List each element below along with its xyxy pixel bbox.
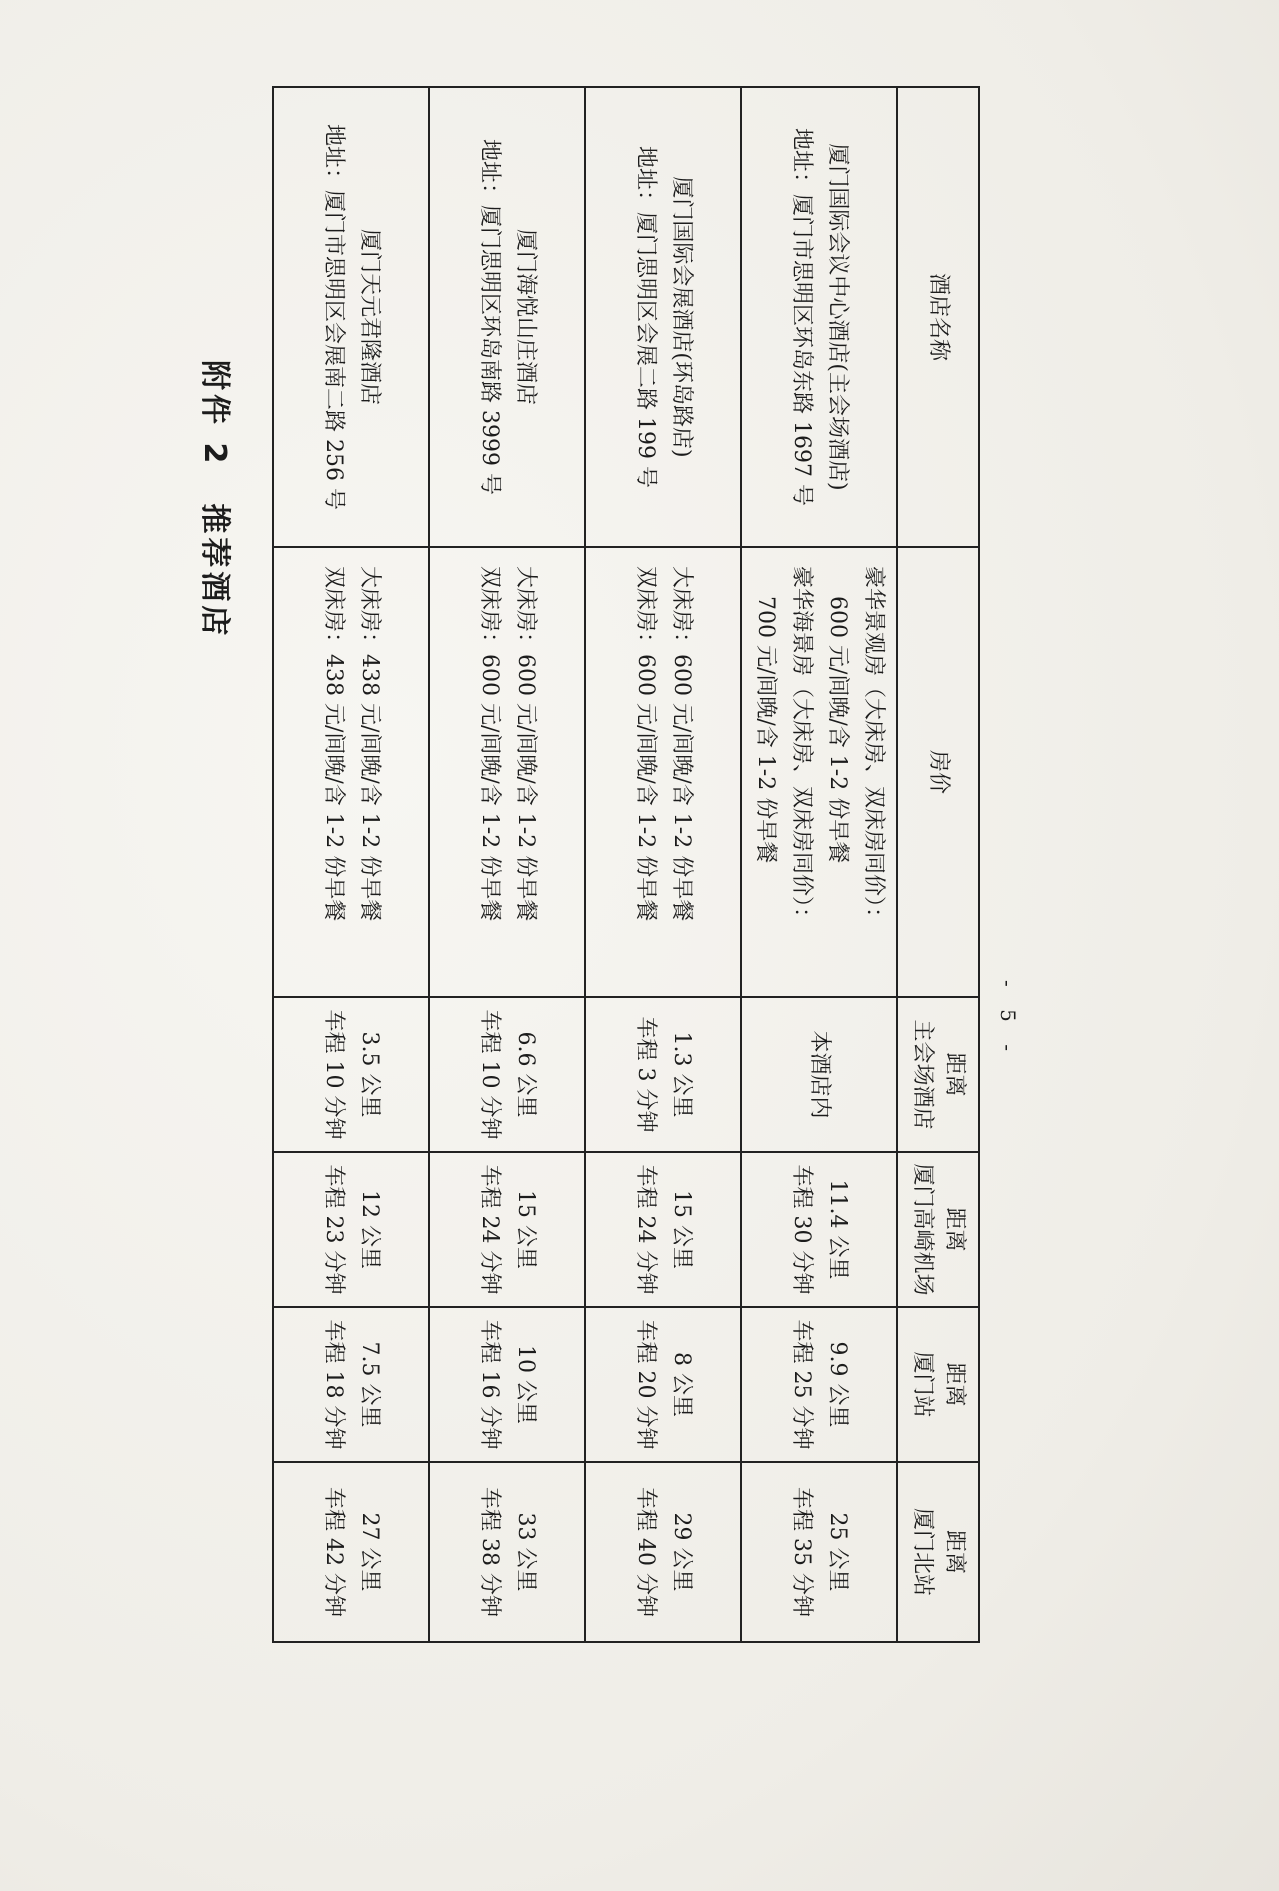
room-price-cell <box>741 547 897 997</box>
table-row <box>585 87 741 1642</box>
distance-value: 15 公里 <box>669 1190 694 1269</box>
distance-value: 6.6 公里 <box>513 1031 538 1118</box>
header-distance-venue <box>897 997 979 1152</box>
distance-value: 8 公里 <box>669 1352 694 1417</box>
price-line: 大床房：600 元/间晚/含 1-2 份早餐 <box>669 566 694 922</box>
hotel-name-cell <box>585 87 741 547</box>
table-header-row <box>897 87 979 1642</box>
price-line: 大床房：438 元/间晚/含 1-2 份早餐 <box>357 566 382 922</box>
drive-time: 车程 20 分钟 <box>633 1319 658 1450</box>
distance-value: 15 公里 <box>513 1190 538 1269</box>
drive-time: 车程 10 分钟 <box>477 1009 502 1140</box>
page-heading <box>196 360 240 639</box>
drive-time: 车程 30 分钟 <box>789 1164 814 1295</box>
heading-prefix: 附件 2 <box>197 360 232 468</box>
price-line: 双床房：438 元/间晚/含 1-2 份早餐 <box>321 566 346 922</box>
rotated-page-content <box>20 50 1040 1850</box>
drive-time: 车程 23 分钟 <box>321 1164 346 1295</box>
drive-time: 车程 24 分钟 <box>633 1164 658 1295</box>
distance-value: 1.3 公里 <box>669 1031 694 1118</box>
drive-time: 车程 38 分钟 <box>477 1487 502 1617</box>
distance-airport-cell <box>585 1152 741 1307</box>
price-line: 700 元/间晚/含 1-2 份早餐 <box>753 596 778 864</box>
drive-time: 车程 3 分钟 <box>633 1016 658 1133</box>
hotel-name-cell <box>429 87 585 547</box>
room-price-cell <box>429 547 585 997</box>
distance-value: 25 公里 <box>825 1512 850 1592</box>
hotel-address: 地址：厦门市思明区环岛东路 1697 号 <box>789 128 814 506</box>
room-price-cell <box>273 547 429 997</box>
header-line: 厦门站 <box>910 1351 935 1418</box>
table-row <box>273 87 429 1642</box>
price-line: 600 元/间晚/含 1-2 份早餐 <box>825 596 850 864</box>
hotel-address: 地址：厦门市思明区会展南二路 256 号 <box>321 124 346 510</box>
distance-value: 10 公里 <box>513 1345 538 1424</box>
distance-north-station-cell <box>741 1462 897 1642</box>
hotel-name: 厦门天元君隆酒店 <box>357 228 382 405</box>
table-row <box>429 87 585 1642</box>
hotel-table <box>272 86 980 1643</box>
hotel-address: 地址：厦门思明区环岛南路 3999 号 <box>477 139 502 495</box>
distance-value: 33 公里 <box>513 1512 538 1592</box>
distance-airport-cell <box>741 1152 897 1307</box>
distance-value: 27 公里 <box>357 1512 382 1592</box>
header-distance-north-station <box>897 1462 979 1642</box>
distance-station-cell <box>741 1307 897 1462</box>
drive-time: 车程 10 分钟 <box>321 1009 346 1140</box>
drive-time: 车程 42 分钟 <box>321 1487 346 1617</box>
distance-value: 7.5 公里 <box>357 1341 382 1428</box>
hotel-name: 厦门海悦山庄酒店 <box>513 228 538 405</box>
hotel-name-cell <box>273 87 429 547</box>
distance-value: 本酒店内 <box>807 1030 832 1119</box>
distance-north-station-cell <box>429 1462 585 1642</box>
distance-value: 11.4 公里 <box>825 1179 850 1280</box>
header-distance-station <box>897 1307 979 1462</box>
header-line: 主会场酒店 <box>910 1019 935 1130</box>
page-number: - 5 - <box>996 980 1020 1059</box>
distance-venue-cell <box>429 997 585 1152</box>
distance-airport-cell <box>429 1152 585 1307</box>
drive-time: 车程 40 分钟 <box>633 1487 658 1617</box>
distance-north-station-cell <box>585 1462 741 1642</box>
distance-station-cell <box>429 1307 585 1462</box>
hotel-address: 地址：厦门思明区会展二路 199 号 <box>633 146 658 488</box>
price-line: 双床房：600 元/间晚/含 1-2 份早餐 <box>477 566 502 922</box>
distance-station-cell <box>273 1307 429 1462</box>
distance-value: 9.9 公里 <box>825 1341 850 1428</box>
hotel-name: 厦门国际会展酒店(环岛路店) <box>669 176 694 458</box>
distance-venue-cell <box>585 997 741 1152</box>
drive-time: 车程 35 分钟 <box>789 1487 814 1617</box>
drive-time: 车程 16 分钟 <box>477 1319 502 1450</box>
price-line: 豪华海景房（大床房、双床房同价）： <box>789 566 814 930</box>
table-row <box>741 87 897 1642</box>
header-line: 距离 <box>942 1529 967 1574</box>
heading-title: 推荐酒店 <box>197 503 232 640</box>
header-distance-airport <box>897 1152 979 1307</box>
price-line: 双床房：600 元/间晚/含 1-2 份早餐 <box>633 566 658 922</box>
room-price-cell <box>585 547 741 997</box>
distance-value: 29 公里 <box>669 1512 694 1592</box>
header-hotel-name: 酒店名称 <box>897 87 979 547</box>
header-line: 距离 <box>942 1052 967 1097</box>
distance-venue-cell <box>741 997 897 1152</box>
header-line: 距离 <box>942 1362 967 1407</box>
drive-time: 车程 24 分钟 <box>477 1164 502 1295</box>
header-line: 厦门高崎机场 <box>910 1163 935 1296</box>
distance-value: 3.5 公里 <box>357 1031 382 1118</box>
distance-venue-cell <box>273 997 429 1152</box>
hotel-name-cell <box>741 87 897 547</box>
distance-value: 12 公里 <box>357 1190 382 1269</box>
hotel-name: 厦门国际会议中心酒店(主会场酒店) <box>825 143 850 491</box>
distance-station-cell <box>585 1307 741 1462</box>
drive-time: 车程 25 分钟 <box>789 1319 814 1450</box>
header-line: 距离 <box>942 1207 967 1252</box>
distance-airport-cell <box>273 1152 429 1307</box>
header-line: 厦门北站 <box>910 1507 935 1596</box>
distance-north-station-cell <box>273 1462 429 1642</box>
drive-time: 车程 18 分钟 <box>321 1319 346 1450</box>
header-room-price: 房价 <box>897 547 979 997</box>
price-line: 大床房：600 元/间晚/含 1-2 份早餐 <box>513 566 538 922</box>
price-line: 豪华景观房（大床房、双床房同价）： <box>861 566 886 930</box>
